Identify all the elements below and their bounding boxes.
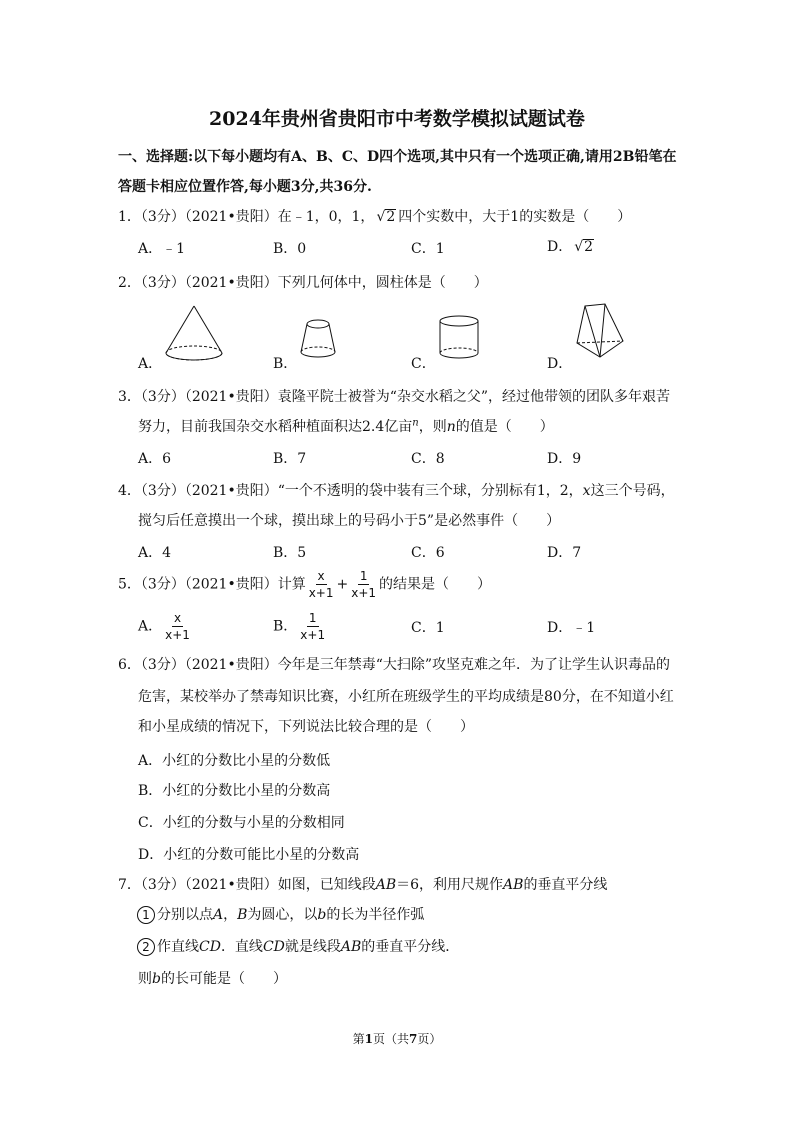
- q7-step2-text-c: 就是线段: [284, 939, 341, 955]
- q3-option-b: B．7: [273, 451, 307, 467]
- q7-text-b: ＝6，利用尺规作: [396, 877, 504, 893]
- q5-option-b-numerator: 1: [308, 611, 317, 625]
- q5-option-c: C．1: [411, 620, 445, 636]
- question-7-line1: [118, 874, 607, 894]
- q2-option-c: C．: [411, 356, 436, 372]
- q5-fraction-1-numerator: x: [317, 569, 325, 583]
- question-7-step-1: [137, 904, 424, 924]
- q5-option-a: [138, 610, 193, 643]
- q4-option-d: D．7: [547, 545, 582, 561]
- footer-prefix: 第: [352, 1032, 365, 1046]
- q2-option-a: A．: [138, 356, 163, 372]
- q2-option-b: B．: [273, 356, 298, 372]
- question-4-line2: 搅匀后任意摸出一个球，摸出球上的号码小于5”是必然事件（ ）: [138, 513, 561, 529]
- circled-number-2: 2: [137, 938, 155, 956]
- footer-page-number: 1: [364, 1032, 373, 1046]
- q7-segment-ab: AB: [503, 877, 524, 893]
- q7-segment-ab: AB: [375, 877, 397, 893]
- q5-fraction-1-denominator: x+1: [308, 586, 334, 600]
- q6-option-c: C．小红的分数与小星的分数相同: [138, 815, 345, 831]
- page-title: 2024年贵州省贵阳市中考数学模拟试题试卷: [209, 108, 585, 130]
- q1-suffix: 四个实数中，大于1的实数是（ ）: [398, 209, 632, 225]
- q4-option-b: B．5: [273, 545, 307, 561]
- q1-option-d-radicand: 2: [584, 239, 594, 255]
- q7-variable-b: b: [317, 907, 327, 923]
- q1-option-a: A．﹣1: [138, 241, 186, 257]
- q3-exponent: n: [412, 417, 419, 429]
- cylinder-figure: [437, 314, 481, 362]
- q3-text-b: ，则: [418, 419, 447, 435]
- section-heading-line1: 一、选择题:以下每小题均有A、B、C、D四个选项,其中只有一个选项正确,请用2B铅笔在: [118, 149, 677, 165]
- sqrt-symbol: √ 2: [574, 239, 594, 255]
- q6-option-b: B．小红的分数比小星的分数高: [138, 783, 331, 799]
- q5-prefix: 5．（3分）（2021•贵阳）计算: [118, 576, 306, 593]
- q5-option-a-label: A．: [138, 618, 163, 635]
- q5-option-b-fraction: [298, 610, 327, 643]
- sqrt-symbol: √ 2: [376, 209, 396, 225]
- circled-number-1: 1: [137, 906, 155, 924]
- q5-option-d: D．﹣1: [547, 620, 596, 636]
- q7-step1-text-a: 分别以点: [157, 907, 213, 923]
- q7-step2-text-b: ．直线: [220, 939, 263, 955]
- q5-fraction-2: [349, 568, 378, 601]
- q7-line-cd: CD: [199, 939, 221, 955]
- q7-step1-text-c: 的长为半径作弧: [326, 907, 425, 923]
- q4-text-b: 这三个号码，: [590, 483, 675, 499]
- q3-text-a: 努力，目前我国杂交水稻种植面积达2.4亿亩: [138, 419, 413, 435]
- question-7-step-2: [137, 936, 459, 956]
- question-6-line2: 危害，某校举办了禁毒知识比赛，小红所在班级学生的平均成绩是80分，在不知道小红: [138, 689, 674, 705]
- q5-suffix: 的结果是（ ）: [379, 576, 492, 593]
- q7-comma: ，: [223, 907, 238, 923]
- question-2: 2．（3分）（2021•贵阳）下列几何体中，圆柱体是（ ）: [118, 275, 488, 291]
- q7-text-a: 7．（3分）（2021•贵阳）如图，已知线段: [118, 877, 376, 893]
- question-6-line1: 6．（3分）（2021•贵阳）今年是三年禁毒“大扫除”攻坚克难之年．为了让学生认识毒品的: [118, 657, 671, 673]
- q5-fraction-2-denominator: x+1: [351, 586, 377, 600]
- q3-variable-n: n: [446, 419, 456, 435]
- q4-text-a: 4．（3分）（2021•贵阳）“一个不透明的袋中装有三个球，分别标有1，2，: [118, 483, 583, 499]
- q7-text-c: 的垂直平分线: [523, 877, 608, 893]
- q6-option-a: A．小红的分数比小星的分数低: [138, 753, 331, 769]
- q5-fraction-2-numerator: 1: [359, 569, 368, 583]
- q5-option-b: [273, 610, 328, 643]
- question-5: [118, 568, 491, 601]
- q5-plus-sign: +: [336, 576, 349, 593]
- q1-option-c: C．1: [411, 241, 445, 257]
- q3-option-d: D．9: [547, 451, 582, 467]
- question-7-line4: [138, 968, 287, 988]
- q5-option-a-fraction: [163, 610, 192, 643]
- q5-fraction-1: [307, 568, 336, 601]
- q1-prefix: 1．（3分）（2021•贵阳）在﹣1，0，1，: [118, 209, 375, 225]
- question-4-line1: [118, 480, 675, 500]
- q7-segment-ab: AB: [340, 939, 362, 955]
- q5-option-a-numerator: x: [173, 611, 182, 625]
- q7-step2-text-a: 作直线: [157, 939, 199, 955]
- q4-option-a: A．4: [138, 545, 172, 561]
- prism-figure: [572, 301, 630, 363]
- q7-variable-b: b: [152, 971, 161, 987]
- section-heading-line2: 答题卡相应位置作答,每小题3分,共36分.: [118, 179, 372, 195]
- q1-radicand: 2: [386, 209, 396, 225]
- q7-step1-text-b: 为圆心，以: [247, 907, 318, 923]
- frustum-figure: [298, 318, 338, 360]
- q5-option-b-label: B．: [273, 618, 298, 635]
- q7-step2-text-d: 的垂直平分线．: [361, 939, 460, 955]
- question-1: [118, 206, 631, 226]
- q7-point-a: A: [213, 907, 224, 923]
- cone-figure: [163, 303, 225, 363]
- footer-mid: 页（共: [372, 1032, 409, 1046]
- q7-line4-text-b: 的长可能是（ ）: [160, 971, 287, 987]
- q2-option-d: D．: [547, 356, 573, 372]
- q7-point-b: B: [237, 907, 248, 923]
- q1-option-d: [547, 236, 596, 256]
- q5-option-b-denominator: x+1: [300, 628, 326, 642]
- q1-option-d-label: D．: [547, 239, 573, 255]
- question-3-line2: [138, 416, 554, 436]
- q3-option-c: C．8: [411, 451, 445, 467]
- q7-line4-text-a: 则: [138, 971, 152, 987]
- question-3-line1: 3．（3分）（2021•贵阳）袁隆平院士被誉为“杂交水稻之父”，经过他带领的团队多年艰苦: [118, 389, 671, 405]
- footer-total-pages: 7: [409, 1032, 418, 1046]
- q4-variable-x: x: [582, 483, 591, 499]
- question-6-line3: 和小星成绩的情况下，下列说法比较合理的是（ ）: [138, 719, 474, 735]
- footer-suffix: 页）: [417, 1032, 442, 1046]
- page-footer: [0, 1030, 794, 1047]
- q4-option-c: C．6: [411, 545, 445, 561]
- q6-option-d: D．小红的分数可能比小星的分数高: [138, 847, 360, 863]
- q3-text-c: 的值是（ ）: [455, 419, 554, 435]
- q1-option-b: B．0: [273, 241, 307, 257]
- q3-option-a: A．6: [138, 451, 172, 467]
- q5-option-a-denominator: x+1: [165, 628, 190, 642]
- q7-line-cd: CD: [262, 939, 285, 955]
